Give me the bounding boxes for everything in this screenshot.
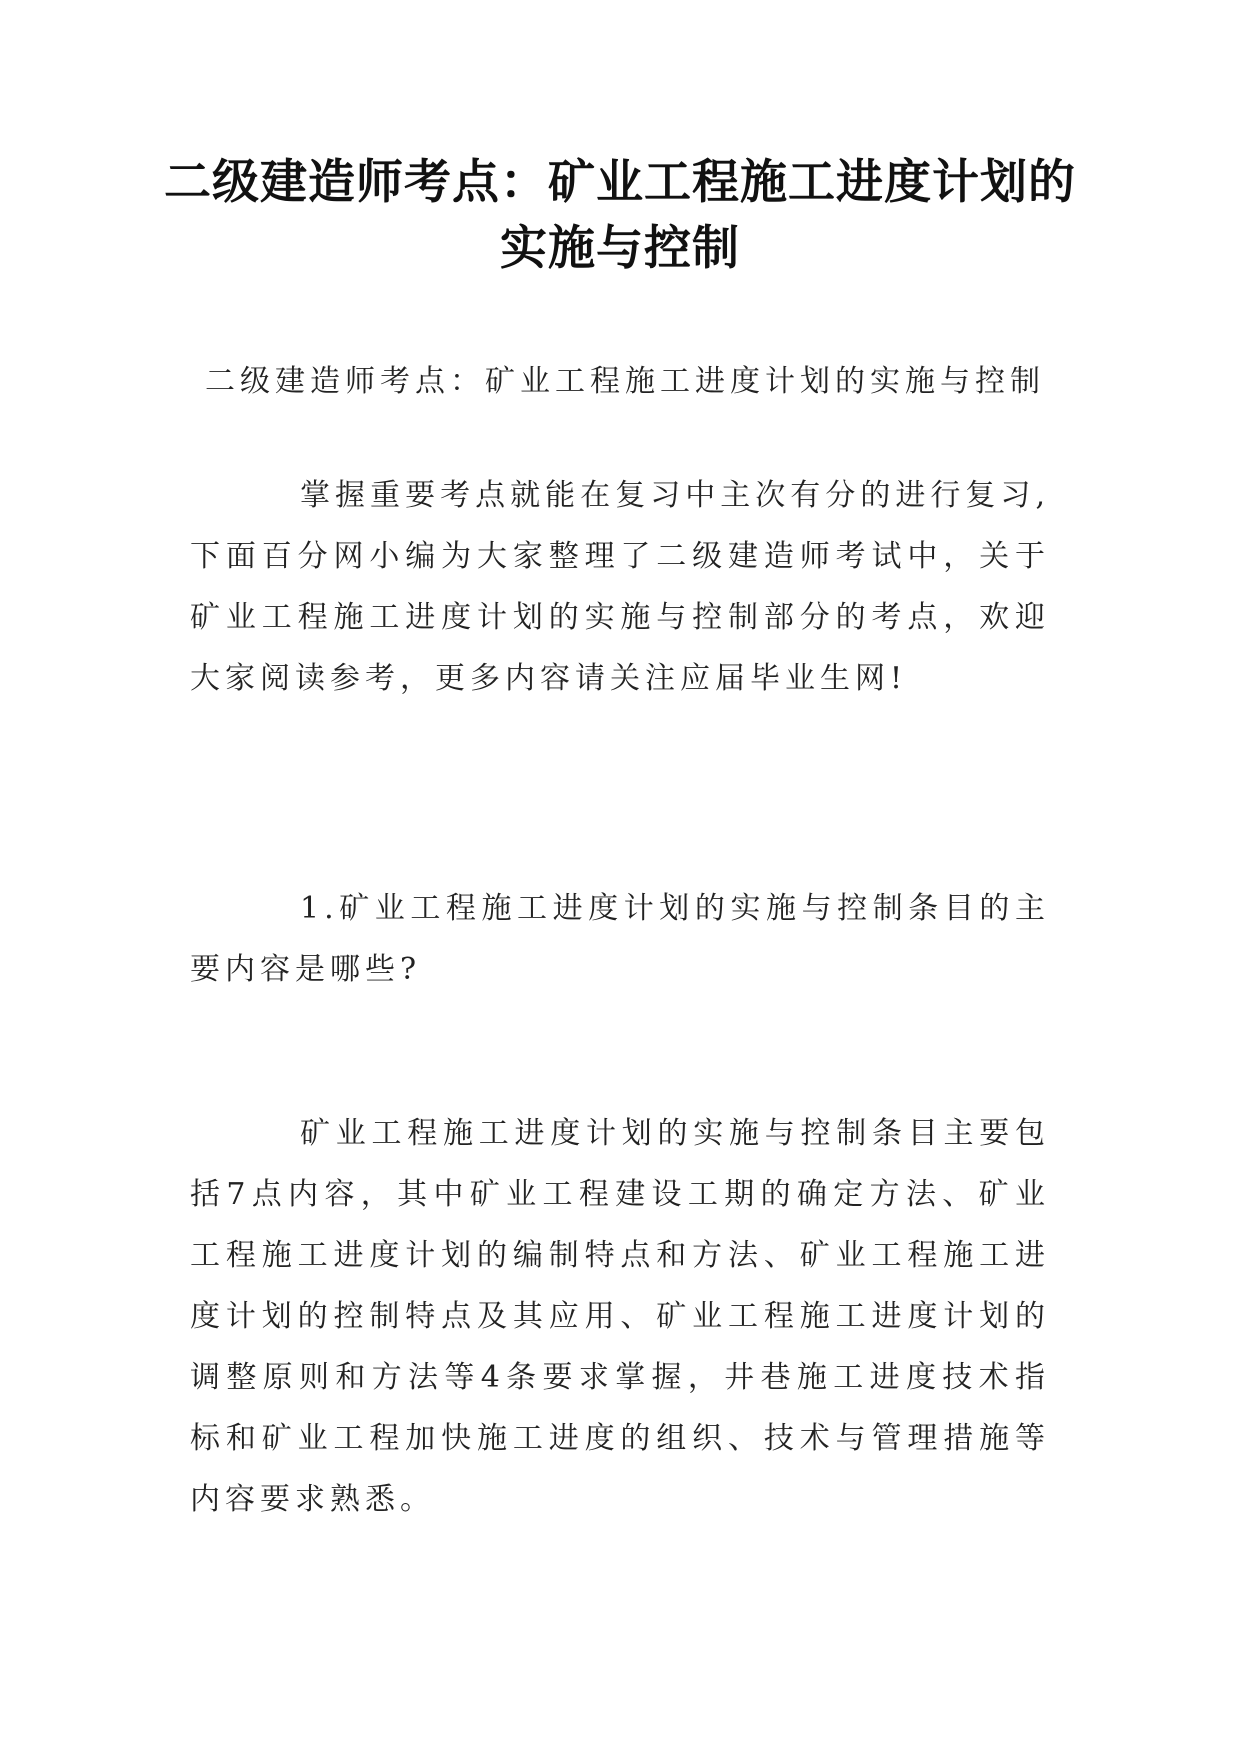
document-subtitle: 二级建造师考点：矿业工程施工进度计划的实施与控制: [205, 364, 1045, 399]
question-heading: 1.矿业工程施工进度计划的实施与控制条目的主要内容是哪些?: [190, 891, 1050, 987]
document-title: 二级建造师考点：矿业工程施工进度计划的实施与控制: [164, 155, 1076, 276]
answer-paragraph: 矿业工程施工进度计划的实施与控制条目主要包括7点内容，其中矿业工程建设工期的确定方法、矿业工程施工进度计划的编制特点和方法、矿业工程施工进度计划的控制特点及其应用、矿业工程施工进度计划的调整原则和方法等4条要求掌握，井巷施工进度技术指标和矿业工程加快施工进度的组织、技术与管理措施等内容要求熟悉。: [190, 1116, 1050, 1517]
intro-paragraph: 掌握重要考点就能在复习中主次有分的进行复习,下面百分网小编为大家整理了二级建造师考试中，关于矿业工程施工进度计划的实施与控制部分的考点，欢迎大家阅读参考，更多内容请关注应届毕业生网!: [190, 478, 1050, 696]
